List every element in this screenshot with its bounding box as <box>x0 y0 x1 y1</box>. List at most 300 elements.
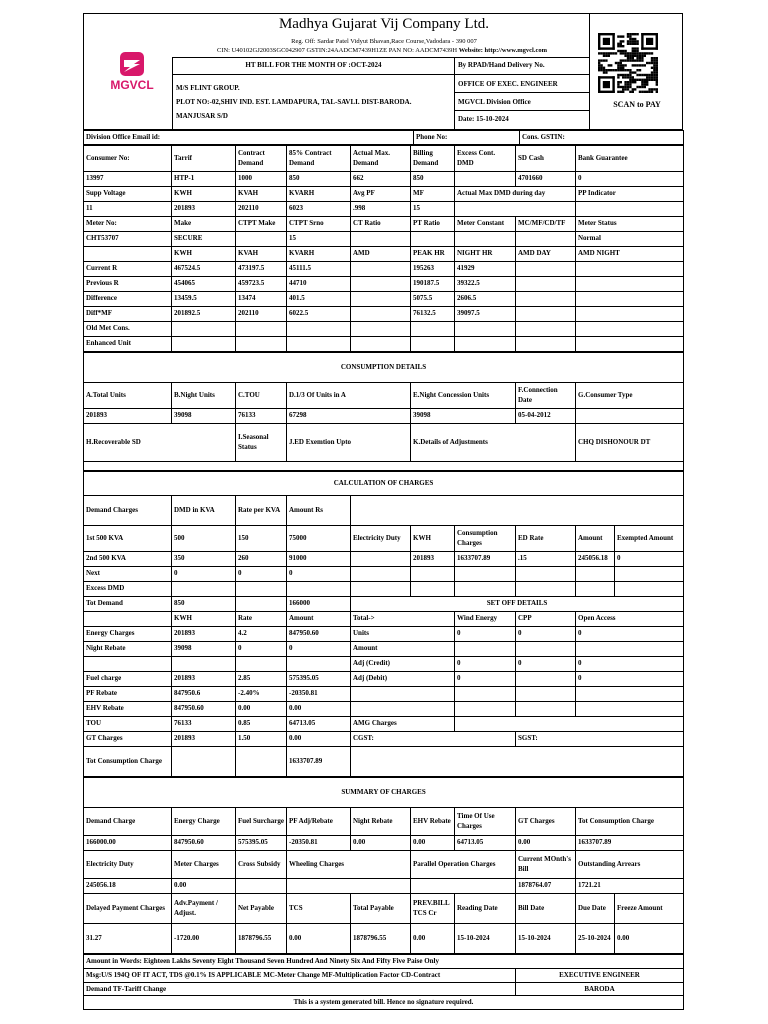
table-cell <box>287 878 411 893</box>
table-cell: Rate per KVA <box>236 495 287 525</box>
meter-header-cell: Tarrif <box>172 145 236 171</box>
charges-row <box>84 566 684 581</box>
table-cell: SECURE <box>172 231 236 246</box>
table-cell: -20350.81 <box>287 835 351 850</box>
table-cell: 0.00 <box>172 878 236 893</box>
table-cell: 850 <box>287 171 351 186</box>
table-cell: Parallel Operation Charges <box>411 850 516 878</box>
table-cell: 1721.21 <box>576 878 684 893</box>
table-cell <box>516 306 576 321</box>
summary-header-row <box>84 850 684 878</box>
table-cell: 190187.5 <box>411 276 455 291</box>
table-cell: 201893 <box>411 551 455 566</box>
table-cell: 0.00 <box>287 731 351 746</box>
table-cell: 0.00 <box>615 923 684 953</box>
consumer-name: M/S FLINT GROUP. <box>176 84 240 92</box>
table-cell <box>236 596 287 611</box>
section-title: SUMMARY OF CHARGES <box>84 777 684 807</box>
spacer-row <box>84 461 684 470</box>
table-cell: 6023 <box>287 201 351 216</box>
table-cell: KWH <box>172 611 236 626</box>
table-cell: 31.27 <box>84 923 172 953</box>
table-cell: 166000.00 <box>84 835 172 850</box>
table-cell <box>287 581 351 596</box>
table-cell: 1st 500 KVA <box>84 525 172 551</box>
phone-label: Phone No: <box>414 131 520 145</box>
table-cell: 0 <box>516 626 576 641</box>
table-cell: Excess DMD <box>84 581 172 596</box>
table-cell: Supp Voltage <box>84 186 172 201</box>
table-cell: 245056.18 <box>576 551 615 566</box>
table-cell: CPP <box>516 611 576 626</box>
table-cell: 0 <box>576 626 684 641</box>
table-cell: 500 <box>172 525 236 551</box>
table-cell: AMD NIGHT <box>576 246 684 261</box>
table-cell <box>236 321 287 336</box>
table-cell: 2.85 <box>236 671 287 686</box>
table-cell: 1878764.07 <box>516 878 576 893</box>
table-cell <box>236 746 287 776</box>
table-cell <box>287 321 351 336</box>
table-cell: Bill Date <box>516 893 576 923</box>
office-city: BARODA <box>516 982 684 996</box>
meter-row <box>84 291 684 306</box>
table-cell: DMD in KVA <box>172 495 236 525</box>
table-cell: AMD DAY <box>516 246 576 261</box>
table-cell: 575395.05 <box>236 835 287 850</box>
table-cell: Normal <box>576 231 684 246</box>
table-cell: Make <box>172 216 236 231</box>
table-cell: 1000 <box>236 171 287 186</box>
table-cell: 76133 <box>236 408 287 423</box>
table-cell: Avg PF <box>351 186 411 201</box>
table-cell: 13997 <box>84 171 172 186</box>
table-cell: Total-> <box>351 611 455 626</box>
table-cell: 575395.05 <box>287 671 351 686</box>
table-cell <box>516 566 576 581</box>
table-cell <box>172 581 236 596</box>
table-cell: CTPT Srno <box>287 216 351 231</box>
table-cell <box>576 201 684 216</box>
table-cell <box>516 686 576 701</box>
table-cell: PEAK HR <box>411 246 455 261</box>
table-cell: 260 <box>236 551 287 566</box>
table-cell: 847950.60 <box>172 701 236 716</box>
table-cell: .15 <box>516 551 576 566</box>
table-cell <box>455 701 516 716</box>
bill-date: Date: 15-10-2024 <box>458 115 509 123</box>
table-cell: Night Rebate <box>84 641 172 656</box>
table-cell <box>411 878 516 893</box>
table-cell <box>411 231 455 246</box>
table-cell: Night Rebate <box>351 807 411 835</box>
table-cell <box>516 231 576 246</box>
table-cell: MC/MF/CD/TF <box>516 216 576 231</box>
table-cell: 0.00 <box>287 923 351 953</box>
table-cell: 64713.05 <box>287 716 351 731</box>
table-cell <box>287 336 351 351</box>
table-cell: 5075.5 <box>411 291 455 306</box>
table-cell <box>172 336 236 351</box>
table-cell: 76133 <box>172 716 236 731</box>
table-cell: 75000 <box>287 525 351 551</box>
tariff-change-note: Demand TF-Tariff Change <box>84 982 516 996</box>
table-cell: 847950.60 <box>172 835 236 850</box>
table-cell: 39098 <box>411 408 516 423</box>
section-title: CONSUMPTION DETAILS <box>84 352 684 382</box>
table-cell: 0.00 <box>411 835 455 850</box>
table-cell <box>84 656 172 671</box>
table-cell: 6022.5 <box>287 306 351 321</box>
table-cell: Meter Constant <box>455 216 516 231</box>
table-cell <box>455 641 516 656</box>
section-title-row <box>84 352 684 382</box>
table-cell <box>172 656 236 671</box>
meter-row <box>84 231 684 246</box>
table-cell: 1633707.89 <box>287 746 351 776</box>
table-cell <box>351 306 411 321</box>
table-cell: PP Indicator <box>576 186 684 201</box>
table-cell <box>576 686 684 701</box>
charges-row <box>84 581 684 596</box>
table-cell: 39322.5 <box>455 276 516 291</box>
table-cell: Amount <box>287 611 351 626</box>
table-cell: Due Date <box>576 893 615 923</box>
table-cell <box>455 336 516 351</box>
table-cell: 45111.5 <box>287 261 351 276</box>
registered-office: Reg. Off: Sardar Patel Vidyut Bhavan,Race Course,Vadodara - 390 007 <box>291 38 477 45</box>
table-cell: A.Total Units <box>84 382 172 408</box>
table-cell: Wheeling Charges <box>287 850 411 878</box>
table-cell <box>351 291 411 306</box>
table-cell: 15-10-2024 <box>455 923 516 953</box>
subdivision: MANJUSAR S/D <box>176 112 228 120</box>
table-cell: Energy Charges <box>84 626 172 641</box>
table-cell: 39098 <box>172 408 236 423</box>
table-cell: 76132.5 <box>411 306 455 321</box>
table-cell: Demand Charges <box>84 495 172 525</box>
meter-header-cell: Billing Demand <box>411 145 455 171</box>
table-cell: Actual Max DMD during day <box>455 186 576 201</box>
table-cell: Wind Energy <box>455 611 516 626</box>
table-cell: Fuel Surcharge <box>236 807 287 835</box>
table-cell: 67298 <box>287 408 411 423</box>
table-cell <box>576 641 684 656</box>
charges-row <box>84 551 684 566</box>
meter-header-row <box>84 145 684 171</box>
table-cell: 201893 <box>172 201 236 216</box>
table-cell: 150 <box>236 525 287 551</box>
table-cell: 4701660 <box>516 171 576 186</box>
table-cell: Delayed Payment Charges <box>84 893 172 923</box>
table-cell <box>576 291 684 306</box>
table-cell: Adj (Credit) <box>351 656 455 671</box>
table-cell: 0 <box>455 671 516 686</box>
table-cell: 195263 <box>411 261 455 276</box>
table-cell <box>576 408 684 423</box>
table-cell <box>455 716 684 731</box>
table-cell <box>236 231 287 246</box>
table-cell: Demand Charge <box>84 807 172 835</box>
table-cell: Difference <box>84 291 172 306</box>
table-cell: KWH <box>172 246 236 261</box>
table-cell <box>84 461 684 470</box>
office-label: OFFICE OF EXEC. ENGINEER <box>458 80 558 88</box>
division-office: MGVCL Division Office <box>458 98 531 106</box>
consumption-header-row <box>84 382 684 408</box>
table-cell <box>351 701 455 716</box>
charges-row <box>84 701 684 716</box>
table-cell: HTP-1 <box>172 171 236 186</box>
table-cell: Electricity Duty <box>351 525 411 551</box>
section-title-row <box>84 777 684 807</box>
table-cell: Total Payable <box>351 893 411 923</box>
meter-header-cell: Consumer No: <box>84 145 172 171</box>
table-cell: 15 <box>287 231 351 246</box>
table-cell <box>84 246 172 261</box>
meter-row <box>84 246 684 261</box>
table-cell <box>411 566 455 581</box>
table-cell: 2606.5 <box>455 291 516 306</box>
table-cell <box>576 321 684 336</box>
table-cell <box>576 306 684 321</box>
svg-text:MGVCL: MGVCL <box>110 78 154 92</box>
qr-code-icon[interactable] <box>598 33 658 93</box>
table-cell: 1.50 <box>236 731 287 746</box>
table-cell: Tot Consumption Charge <box>84 746 172 776</box>
table-cell: GT Charges <box>84 731 172 746</box>
table-cell: Diff*MF <box>84 306 172 321</box>
summary-values-row <box>84 923 684 953</box>
table-cell: 1633707.89 <box>455 551 516 566</box>
table-cell <box>615 581 684 596</box>
mgvcl-logo <box>94 52 174 92</box>
table-cell: 39097.5 <box>455 306 516 321</box>
meter-row <box>84 261 684 276</box>
table-cell: 201893 <box>172 671 236 686</box>
table-cell: AMG Charges <box>351 716 455 731</box>
summary-of-charges <box>83 777 684 954</box>
table-cell: Electricity Duty <box>84 850 172 878</box>
tds-message: Msg:U/S 194Q OF IT ACT, TDS @0.1% IS APPLICABLE MC-Meter Change MF-Multiplication Factor CD-Contract <box>84 968 516 982</box>
meter-row <box>84 321 684 336</box>
table-cell: 0.00 <box>351 835 411 850</box>
table-cell: 850 <box>172 596 236 611</box>
table-cell: 1878796.55 <box>236 923 287 953</box>
table-cell: 350 <box>172 551 236 566</box>
table-cell: Amount <box>351 641 455 656</box>
table-cell: Units <box>351 626 455 641</box>
table-cell: EHV Rebate <box>411 807 455 835</box>
table-cell <box>455 201 576 216</box>
table-cell <box>576 581 615 596</box>
table-cell: Tot Consumption Charge <box>576 807 684 835</box>
meter-header-cell: Excess Cont. DMD <box>455 145 516 171</box>
table-cell: Adj (Debit) <box>351 671 455 686</box>
table-cell: 41929 <box>455 261 516 276</box>
charges-row <box>84 525 684 551</box>
table-cell <box>516 336 576 351</box>
table-cell: Reading Date <box>455 893 516 923</box>
table-cell: KVAH <box>236 186 287 201</box>
table-cell: Adv.Payment / Adjust. <box>172 893 236 923</box>
table-cell: -2.40% <box>236 686 287 701</box>
charges-row <box>84 686 684 701</box>
charges-row <box>84 716 684 731</box>
table-cell <box>351 261 411 276</box>
section-title: CALCULATION OF CHARGES <box>84 471 684 495</box>
table-cell: 201892.5 <box>172 306 236 321</box>
table-cell: Meter Charges <box>172 850 236 878</box>
table-cell: 11 <box>84 201 172 216</box>
table-cell: 401.5 <box>287 291 351 306</box>
table-cell <box>351 336 411 351</box>
table-cell: PF Rebate <box>84 686 172 701</box>
table-cell <box>351 495 684 525</box>
table-cell: 0 <box>576 671 684 686</box>
charges-row <box>84 495 684 525</box>
table-cell: 245056.18 <box>84 878 172 893</box>
table-cell: Enhanced Unit <box>84 336 172 351</box>
table-cell <box>172 321 236 336</box>
meter-row <box>84 186 684 201</box>
table-cell: 0 <box>287 566 351 581</box>
table-cell: ED Rate <box>516 525 576 551</box>
meter-row <box>84 276 684 291</box>
table-cell: 201893 <box>84 408 172 423</box>
table-cell: Fuel charge <box>84 671 172 686</box>
table-cell <box>455 581 516 596</box>
table-cell <box>455 171 516 186</box>
table-cell: 166000 <box>287 596 351 611</box>
table-cell: Net Payable <box>236 893 287 923</box>
table-cell: 454065 <box>172 276 236 291</box>
table-cell: PF Adj/Rebate <box>287 807 351 835</box>
scan-to-pay-label: SCAN to PAY <box>613 100 661 109</box>
table-cell: Exempted Amount <box>615 525 684 551</box>
table-cell <box>576 701 684 716</box>
table-cell <box>411 336 455 351</box>
table-cell: NIGHT HR <box>455 246 516 261</box>
table-cell: 44710 <box>287 276 351 291</box>
table-cell: 0.00 <box>411 923 455 953</box>
table-cell: CGST: <box>351 731 516 746</box>
table-cell: 0.00 <box>516 835 576 850</box>
meter-row <box>84 201 684 216</box>
table-cell <box>516 641 576 656</box>
table-cell: I.Seasonal Status <box>236 423 287 461</box>
table-cell: EHV Rebate <box>84 701 172 716</box>
table-cell: -20350.81 <box>287 686 351 701</box>
table-cell: 459723.5 <box>236 276 287 291</box>
meter-header-cell: Contract Demand <box>236 145 287 171</box>
table-cell: Time Of Use Charges <box>455 807 516 835</box>
charges-row <box>84 611 684 626</box>
summary-header-row <box>84 807 684 835</box>
table-cell <box>516 581 576 596</box>
table-cell <box>455 566 516 581</box>
charges-row <box>84 671 684 686</box>
table-cell: 0.00 <box>236 701 287 716</box>
table-cell: Outstanding Arrears <box>576 850 684 878</box>
table-cell: Previous R <box>84 276 172 291</box>
table-cell: KVARH <box>287 186 351 201</box>
table-cell: 05-04-2012 <box>516 408 576 423</box>
charges-row <box>84 596 684 611</box>
table-cell <box>236 656 287 671</box>
table-cell: KWH <box>411 525 455 551</box>
table-cell: 13459.5 <box>172 291 236 306</box>
table-cell <box>411 321 455 336</box>
table-cell: PREV.BILL TCS Cr <box>411 893 455 923</box>
table-cell <box>287 656 351 671</box>
table-cell: 0 <box>236 566 287 581</box>
gstin-label: Cons. GSTIN: <box>520 131 684 145</box>
table-cell <box>516 321 576 336</box>
table-cell <box>615 566 684 581</box>
consumption-values-row <box>84 408 684 423</box>
table-cell: D.1/3 Of Units in A <box>287 382 411 408</box>
table-cell: TCS <box>287 893 351 923</box>
bill-header <box>83 13 683 130</box>
table-cell: J.ED Exemtion Upto <box>287 423 411 461</box>
table-cell: 467524.5 <box>172 261 236 276</box>
table-cell <box>351 581 411 596</box>
consumption-details <box>83 352 684 471</box>
table-cell: 473197.5 <box>236 261 287 276</box>
setoff-title: SET OFF DETAILS <box>351 596 684 611</box>
table-cell: SGST: <box>516 731 684 746</box>
table-cell: 0 <box>236 641 287 656</box>
charges-row <box>84 641 684 656</box>
bill-footer <box>83 954 684 1010</box>
summary-values-row <box>84 878 684 893</box>
table-cell: 15 <box>411 201 455 216</box>
table-cell: 850 <box>411 171 455 186</box>
table-cell: 847950.60 <box>287 626 351 641</box>
account-info-row <box>83 130 684 145</box>
table-cell <box>351 746 684 776</box>
system-generated-note: This is a system generated bill. Hence no signature required. <box>84 996 684 1010</box>
table-cell: Meter Status <box>576 216 684 231</box>
table-cell <box>236 336 287 351</box>
summary-values-row <box>84 835 684 850</box>
table-cell: CT Ratio <box>351 216 411 231</box>
table-cell <box>516 261 576 276</box>
table-cell <box>576 276 684 291</box>
table-cell: Old Met Cons. <box>84 321 172 336</box>
table-cell: E.Night Concession Units <box>411 382 516 408</box>
table-cell: Cross Subsidy <box>236 850 287 878</box>
table-cell: Current MOnth's Bill <box>516 850 576 878</box>
table-cell <box>351 566 411 581</box>
table-cell: KWH <box>172 186 236 201</box>
cin-line: CIN: U40102GJ2003SGC042907 GSTIN:24AADCM7439H1ZE PAN NO: AADCM7439H Website: http://www.mgvcl.com <box>216 47 547 54</box>
charges-row <box>84 731 684 746</box>
table-cell: 201893 <box>172 731 236 746</box>
table-cell: CHT53707 <box>84 231 172 246</box>
table-cell: 1878796.55 <box>351 923 411 953</box>
table-cell <box>516 701 576 716</box>
table-cell <box>411 581 455 596</box>
table-cell: MF <box>411 186 455 201</box>
meter-header-cell: 85% Contract Demand <box>287 145 351 171</box>
meter-header-cell: Bank Guarantee <box>576 145 684 171</box>
table-cell: 0.85 <box>236 716 287 731</box>
table-cell <box>351 686 455 701</box>
table-cell: Current R <box>84 261 172 276</box>
table-cell: TOU <box>84 716 172 731</box>
